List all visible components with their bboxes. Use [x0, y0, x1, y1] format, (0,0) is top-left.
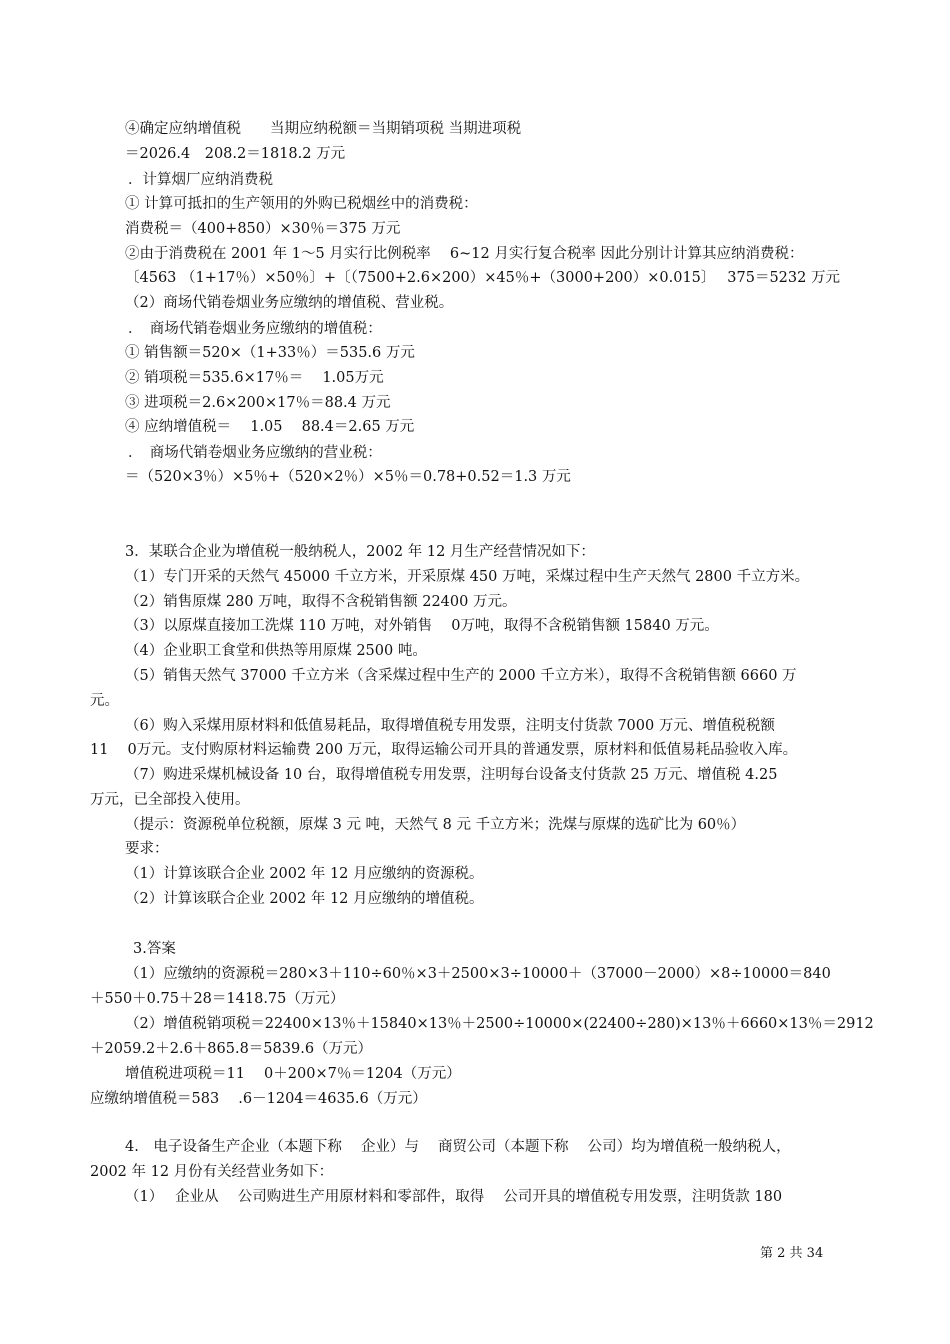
text-line: ＝2026.4 208.2＝1818.2 万元 [125, 146, 346, 162]
text-line: （1）计算该联合企业 2002 年 12 月应缴纳的资源税。 [125, 866, 484, 882]
text-line: 应缴纳增值税＝583 .6－1204＝4635.6（万元） [90, 1091, 427, 1107]
text-line: （2）商场代销卷烟业务应缴纳的增值税、营业税。 [125, 295, 454, 311]
text-line: ②由于消费税在 2001 年 1～5 月实行比例税率 6~12 月实行复合税率 因此分别计计算其应纳消费税： [125, 246, 804, 262]
text-line: 3.答案 [133, 941, 176, 957]
text-line: 要求： [125, 841, 169, 857]
text-line: （5）销售天然气 37000 千立方米（含采煤过程中生产的 2000 千立方米），取得不含税销售额 6660 万 [125, 668, 797, 684]
text-line: （2）销售原煤 280 万吨，取得不含税销售额 22400 万元。 [125, 594, 517, 610]
text-line: ① 计算可抵扣的生产领用的外购已税烟丝中的消费税： [125, 196, 478, 212]
text-line: （提示：资源税单位税额，原煤 3 元 吨，天然气 8 元 千立方米；洗煤与原煤的选矿比为 60％） [125, 817, 746, 833]
text-line: （3）以原煤直接加工洗煤 110 万吨，对外销售 0万吨，取得不含税销售额 15840 万元。 [125, 618, 719, 634]
text-line: 11 0万元。支付购原材料运输费 200 万元，取得运输公司开具的普通发票，原材料和低值易耗品验收入库。 [90, 742, 798, 758]
text-line: （7）购进采煤机械设备 10 台，取得增值税专用发票，注明每台设备支付货款 25 万元、增值税 4.25 [125, 767, 778, 783]
text-line: ③ 进项税＝2.6×200×17％＝88.4 万元 [125, 395, 391, 411]
text-line: ．计算烟厂应纳消费税 [128, 172, 273, 188]
page-number: 第 2 共 34 [760, 1246, 824, 1261]
text-line: ＋550＋0.75＋28＝1418.75（万元） [90, 991, 345, 1007]
text-line: 3．某联合企业为增值税一般纳税人，2002 年 12 月生产经营情况如下： [125, 544, 595, 560]
text-line: ． 商场代销卷烟业务应缴纳的营业税： [128, 445, 382, 461]
text-line: ④确定应纳增值税 当期应纳税额＝当期销项税 当期进项税 [125, 121, 522, 137]
text-line: （1） 企业从 公司购进生产用原材料和零部件，取得 公司开具的增值税专用发票，注明货款 180 [125, 1189, 783, 1205]
text-line: ① 销售额＝520×（1+33％）＝535.6 万元 [125, 345, 415, 361]
text-line: （1）应缴纳的资源税＝280×3＋110÷60％×3＋2500×3÷10000＋（37000－2000）×8÷10000＝840 [125, 966, 831, 982]
text-line: ④ 应纳增值税＝ 1.05 88.4＝2.65 万元 [125, 419, 415, 435]
text-line: 〔4563 （1+17％）×50％〕+〔（7500+2.6×200）×45％+（3000+200）×0.015〕 375＝5232 万元 [125, 270, 840, 286]
text-line: （6）购入采煤用原材料和低值易耗品，取得增值税专用发票，注明支付货款 7000 万元、增值税税额 [125, 718, 775, 734]
text-line: （2）计算该联合企业 2002 年 12 月应缴纳的增值税。 [125, 891, 484, 907]
text-line: ＝（520×3％）×5％+（520×2％）×5％＝0.78+0.52＝1.3 万元 [125, 469, 571, 485]
text-line: 增值税进项税＝11 0＋200×7％＝1204（万元） [125, 1066, 461, 1082]
text-line: ＋2059.2＋2.6＋865.8＝5839.6（万元） [90, 1041, 373, 1057]
text-line: ． 商场代销卷烟业务应缴纳的增值税： [128, 321, 382, 337]
text-line: 4. 电子设备生产企业（本题下称 企业）与 商贸公司（本题下称 公司）均为增值税一般纳税人， [125, 1139, 791, 1155]
text-line: 万元，已全部投入使用。 [90, 792, 250, 808]
text-line: 消费税＝（400+850）×30％＝375 万元 [125, 221, 401, 237]
text-line: 2002 年 12 月份有关经营业务如下： [90, 1164, 334, 1180]
text-line: 元。 [90, 693, 119, 709]
text-line: （2）增值税销项税＝22400×13％＋15840×13％＋2500÷10000×(22400÷280)×13％＋6660×13％＝2912 [125, 1016, 874, 1032]
text-line: （4）企业职工食堂和供热等用原煤 2500 吨。 [125, 643, 427, 659]
text-line: （1）专门开采的天然气 45000 千立方米，开采原煤 450 万吨，采煤过程中生产天然气 2800 千立方米。 [125, 569, 810, 585]
text-line: ② 销项税＝535.6×17％＝ 1.05万元 [125, 370, 384, 386]
